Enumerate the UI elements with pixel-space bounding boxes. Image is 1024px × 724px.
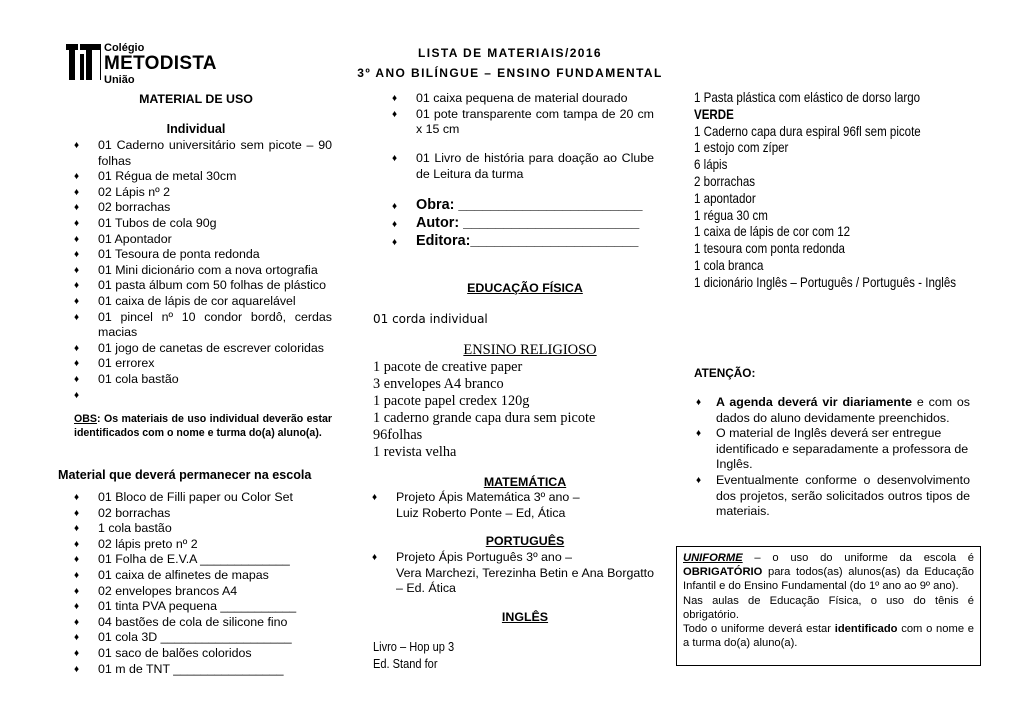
list-item	[60, 216, 332, 232]
religioso-list	[373, 359, 673, 460]
list-item	[60, 662, 332, 678]
list-item	[60, 646, 332, 662]
list-item-text: 01 cola bastão	[98, 371, 179, 386]
diamond-bullet-icon: ♦	[74, 264, 80, 276]
list-item-text: 01 Caderno universitário sem picote – 90 folhas	[98, 138, 332, 168]
list-item-text: 01 caixa pequena de material dourado	[416, 91, 628, 105]
ingles-line2: Ed. Stand for	[373, 655, 438, 671]
ed-fisica-heading: EDUCAÇÃO FÍSICA	[467, 281, 583, 295]
diamond-bullet-icon: ♦	[74, 373, 80, 385]
uniforme-p3c: com o nome e a turma do(a) aluno(a).	[683, 623, 974, 650]
list-item-text: 1 cola bastão	[98, 521, 172, 536]
list-item-text: 02 borrachas	[98, 200, 171, 215]
list-item	[680, 426, 970, 473]
col3-item: 1 Caderno capa dura espiral 96fl sem picote	[694, 123, 921, 139]
logo-line1: Colégio	[104, 42, 145, 54]
list-item-text: 01 pote transparente com tampa de 20 cm x 15 cm	[416, 106, 654, 137]
diamond-bullet-icon: ♦	[74, 585, 80, 597]
list-item	[60, 294, 332, 310]
diamond-bullet-icon: ♦	[74, 311, 80, 323]
col3-item: 2 borrachas	[694, 173, 756, 189]
diamond-bullet-icon: ♦	[696, 428, 702, 440]
uniforme-t2: para todos(as) alunos(as) da Educação Infantil e do Ensino Fundamental (do 1º ano ao 9º ano).	[683, 566, 974, 593]
list-item	[60, 138, 332, 169]
list-item-text: 01 Tesoura de ponta redonda	[98, 247, 260, 262]
atencao-heading: ATENÇÃO:	[694, 366, 756, 380]
matematica-item	[358, 490, 658, 521]
obs-text: : Os materiais de uso individual deverão estar identificados com o nome e turma do(a) aluno(a).	[74, 413, 332, 440]
list-item-text: 01 caixa de lápis de cor aquarelável	[98, 293, 296, 308]
diamond-bullet-icon: ♦	[74, 233, 80, 245]
matematica-line1: Projeto Ápis Matemática 3º ano –	[396, 490, 580, 504]
col3-item: 6 lápis	[694, 157, 728, 173]
col3-item: 1 tesoura com ponta redonda	[694, 241, 845, 257]
portugues-line1: Projeto Ápis Português 3º ano –	[396, 550, 573, 564]
ingles-list	[373, 639, 662, 673]
list-item	[60, 341, 332, 357]
list-item	[378, 214, 668, 232]
list-item	[378, 196, 668, 214]
religioso-item: 96folhas	[373, 426, 423, 443]
religioso-heading: ENSINO RELIGIOSO	[463, 342, 597, 358]
religioso-item: 3 envelopes A4 branco	[373, 375, 504, 392]
list-item-text: 01 caixa de alfinetes de mapas	[98, 567, 269, 582]
diamond-bullet-icon: ♦	[74, 601, 80, 613]
individual-heading: Individual	[166, 122, 226, 136]
logo-text	[104, 42, 217, 86]
list-item	[60, 537, 332, 553]
logo-divider	[100, 44, 101, 80]
list-item	[680, 473, 970, 520]
uniforme-label: UNIFORME	[683, 552, 743, 564]
list-item-text: 02 borrachas	[98, 505, 171, 520]
list-item	[60, 568, 332, 584]
diamond-bullet-icon: ♦	[74, 280, 80, 292]
diamond-bullet-icon: ♦	[74, 295, 80, 307]
list-item-text: 01 Régua de metal 30cm	[98, 169, 237, 184]
list-item-text: 01 Apontador	[98, 231, 172, 246]
atencao-text: e com os dados do aluno devidamente preenchidos.	[716, 395, 970, 425]
col3-item: 1 apontador	[694, 190, 756, 206]
diamond-bullet-icon: ♦	[74, 217, 80, 229]
diamond-bullet-icon: ♦	[74, 569, 80, 581]
portugues-heading: PORTUGUÊS	[485, 534, 565, 548]
ed-fisica-item: 01 corda individual	[373, 312, 488, 326]
uniforme-para3	[683, 622, 974, 650]
list-item	[680, 395, 970, 426]
portugues-line2: Vera Marchezi, Terezinha Betin e Ana Borgatto – Ed. Ática	[396, 565, 654, 596]
list-item	[60, 278, 332, 294]
list-item	[60, 552, 332, 568]
religioso-item: 1 pacote papel credex 120g	[373, 392, 530, 409]
ingles-line1: Livro – Hop up 3	[373, 639, 455, 654]
individual-list	[60, 138, 332, 401]
diamond-bullet-icon: ♦	[74, 538, 80, 550]
list-item	[60, 169, 332, 185]
school-emblem-icon	[66, 44, 100, 80]
portugues-item	[358, 550, 654, 597]
uniforme-para2: Nas aulas de Educação Física, o uso do tênis é obrigatório.	[683, 594, 974, 621]
list-item-text: Obra: _______________________	[416, 197, 643, 213]
uniforme-p3a: Todo o uniforme deverá estar	[683, 623, 835, 636]
logo-line2: METODISTA	[104, 53, 217, 74]
list-item-text: 02 envelopes brancos A4	[98, 583, 238, 598]
list-item-text: 01 pincel nº 10 condor bordô, cerdas macias	[98, 309, 332, 340]
matematica-line2: Luiz Roberto Ponte – Ed, Ática	[396, 505, 566, 520]
col2-items-list	[378, 91, 654, 138]
diamond-bullet-icon: ♦	[74, 523, 80, 535]
diamond-bullet-icon: ♦	[74, 492, 80, 503]
diamond-bullet-icon: ♦	[74, 202, 80, 214]
diamond-bullet-icon: ♦	[74, 358, 80, 370]
diamond-bullet-icon: ♦	[392, 219, 398, 230]
color-verde-label: VERDE	[694, 106, 734, 122]
diamond-bullet-icon: ♦	[74, 342, 80, 354]
school-materials-list	[60, 490, 332, 677]
uniforme-obrig: OBRIGATÓRIO	[683, 566, 763, 579]
atencao-text: O material de Inglês deverá ser entregue identificado e separadamente a professora de Inglês.	[716, 426, 969, 472]
list-item-text: 01 tinta PVA pequena ___________	[98, 599, 297, 614]
list-item-text: 01 errorex	[98, 356, 155, 371]
list-item	[60, 521, 332, 537]
atencao-bold: A agenda deverá vir diariamente	[716, 395, 912, 409]
diamond-bullet-icon: ♦	[74, 632, 80, 644]
list-item	[358, 550, 654, 597]
material-de-uso-heading: MATERIAL DE USO	[139, 92, 253, 106]
diamond-bullet-icon: ♦	[696, 397, 702, 408]
atencao-list	[680, 395, 970, 520]
diamond-bullet-icon: ♦	[392, 237, 398, 248]
list-item-text: 01 Mini dicionário com a nova ortografia	[98, 262, 318, 277]
diamond-bullet-icon: ♦	[74, 140, 80, 151]
list-item	[60, 356, 332, 372]
list-item	[60, 599, 332, 615]
uniforme-t1: – o uso do uniforme da escola é	[742, 552, 974, 564]
list-item	[60, 372, 332, 388]
list-item-text: 01 Bloco de Filli paper ou Color Set	[98, 490, 293, 504]
uniforme-p3b: identificado	[834, 623, 898, 636]
list-item-text: 01 Folha de E.V.A _____________	[98, 552, 290, 567]
diamond-bullet-icon: ♦	[392, 153, 398, 164]
list-item-text: 01 jogo de canetas de escrever coloridas	[98, 340, 324, 355]
list-item-text: 01 saco de balões coloridos	[98, 645, 252, 660]
obs-label: OBS	[74, 413, 97, 425]
diamond-bullet-icon: ♦	[74, 507, 80, 519]
list-item	[60, 490, 332, 506]
col3-item: 1 régua 30 cm	[694, 207, 768, 223]
list-item	[60, 615, 332, 631]
col3-item: 1 dicionário Inglês – Português / Português - Inglês	[694, 274, 957, 290]
list-item-text: Autor: ______________________	[416, 215, 640, 231]
col3-item: 1 Pasta plástica com elástico de dorso largo	[694, 90, 921, 105]
list-item	[60, 232, 332, 248]
list-item-text: 01 Tubos de cola 90g	[98, 215, 217, 230]
book-donation	[378, 151, 654, 182]
list-item-text: 02 Lápis nº 2	[98, 184, 171, 199]
list-item	[378, 232, 668, 250]
list-item-text: 01 cola 3D ___________________	[98, 630, 292, 645]
matematica-heading: MATEMÁTICA	[483, 475, 567, 489]
uniforme-para1	[683, 551, 974, 594]
list-item	[378, 151, 654, 182]
list-item	[60, 584, 332, 600]
list-item	[378, 107, 654, 138]
list-item	[60, 247, 332, 263]
diamond-bullet-icon: ♦	[74, 616, 80, 628]
diamond-bullet-icon: ♦	[74, 171, 80, 183]
list-item	[378, 91, 654, 107]
uniforme-box	[676, 546, 981, 666]
diamond-bullet-icon: ♦	[74, 389, 80, 401]
list-item	[358, 490, 658, 521]
ingles-heading: INGLÊS	[501, 610, 549, 624]
list-item	[60, 200, 332, 216]
religioso-item: 1 caderno grande capa dura sem picote	[373, 409, 596, 426]
list-item	[60, 310, 332, 341]
diamond-bullet-icon: ♦	[392, 201, 398, 212]
col3-item: 1 caixa de lápis de cor com 12	[694, 224, 851, 240]
school-materials-heading: Material que deverá permanecer na escola	[58, 468, 312, 482]
religioso-item: 1 pacote de creative paper	[373, 359, 523, 375]
col3-item: 1 estojo com zíper	[694, 140, 789, 156]
diamond-bullet-icon: ♦	[74, 663, 80, 675]
diamond-bullet-icon: ♦	[74, 647, 80, 659]
col3-item: 1 cola branca	[694, 257, 764, 273]
list-item	[60, 185, 332, 201]
list-item	[60, 630, 332, 646]
diamond-bullet-icon: ♦	[392, 108, 398, 120]
diamond-bullet-icon: ♦	[392, 93, 398, 104]
book-fields	[378, 196, 668, 250]
atencao-text: Eventualmente conforme o desenvolvimento dos projetos, serão solicitados outros tipos de materiais.	[716, 472, 970, 519]
diamond-bullet-icon: ♦	[372, 492, 378, 503]
col3-list	[694, 90, 983, 292]
religioso-item: 1 revista velha	[373, 443, 457, 460]
logo-line3: União	[104, 74, 135, 86]
list-item-text: 02 lápis preto nº 2	[98, 536, 198, 551]
diamond-bullet-icon: ♦	[74, 249, 80, 261]
page-title: LISTA DE MATERIAIS/2016	[417, 46, 602, 60]
diamond-bullet-icon: ♦	[372, 552, 378, 563]
list-item-text: Editora:_____________________	[416, 233, 639, 249]
obs-note	[74, 412, 332, 440]
list-item-text: 04 bastões de cola de silicone fino	[98, 614, 288, 629]
book-text: 01 Livro de história para doação ao Clube de Leitura da turma	[416, 151, 654, 181]
list-item-text: 01 m de TNT ________________	[98, 661, 284, 676]
list-item	[60, 506, 332, 522]
diamond-bullet-icon: ♦	[696, 474, 702, 486]
page-subtitle: 3º ANO BILÍNGUE – ENSINO FUNDAMENTAL	[357, 66, 663, 80]
list-item-text: 01 pasta álbum com 50 folhas de plástico	[98, 278, 326, 293]
list-item	[60, 263, 332, 279]
diamond-bullet-icon: ♦	[74, 554, 80, 566]
diamond-bullet-icon: ♦	[74, 186, 80, 198]
